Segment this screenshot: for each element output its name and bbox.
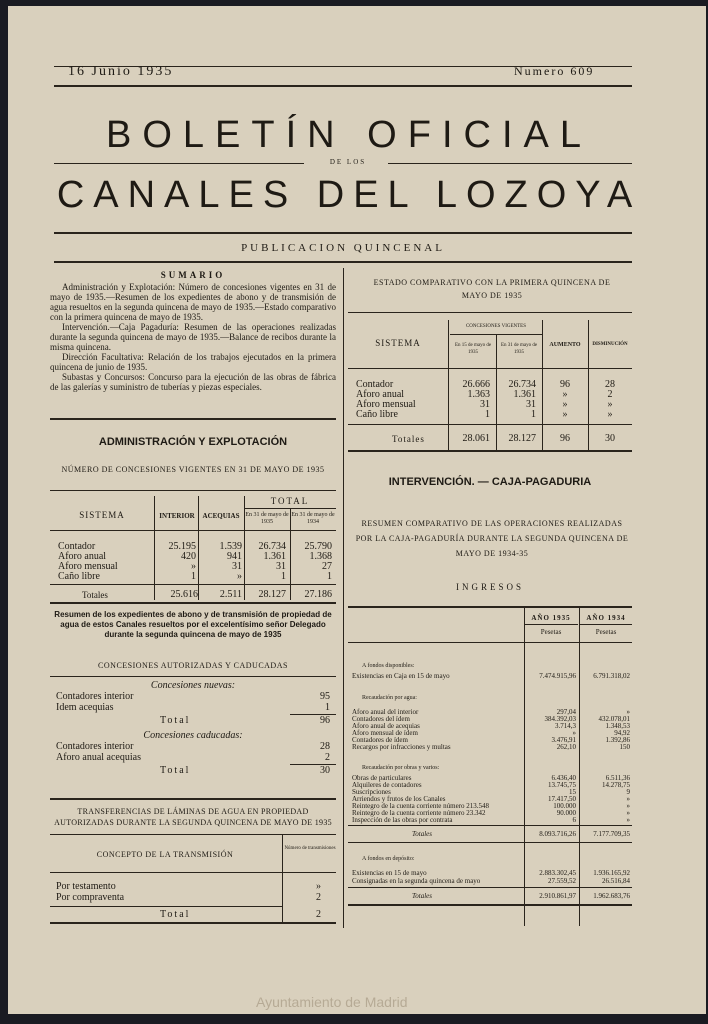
row-1935: 13.745,75 — [548, 781, 576, 789]
row-acequias: » — [237, 571, 242, 582]
watermark: Ayuntamiento de Madrid — [256, 994, 408, 1010]
row-label: Suscripciones — [352, 788, 391, 796]
estado-col-vigentes: CONCESIONES VIGENTES — [465, 324, 527, 329]
caducadas-label: Concesiones caducadas: — [143, 730, 243, 741]
row-total-1934: 25.790 — [304, 541, 332, 552]
row-interior: » — [191, 561, 196, 572]
row-acequias: 941 — [227, 551, 242, 562]
item-label: Idem acequias — [56, 702, 114, 713]
masthead-rule-right — [388, 163, 632, 164]
masthead-de-los: DE LOS — [329, 158, 367, 166]
autorizadas-title: CONCESIONES AUTORIZADAS Y CADUCADAS — [98, 661, 288, 670]
item-value: 2 — [316, 892, 321, 903]
transmisiones-total-value: 2 — [316, 909, 321, 920]
autorizadas-rule — [50, 676, 336, 677]
autorizadas-list — [50, 680, 336, 778]
resumen-expedientes-title: Resumen de los expedientes de abono y de transmisión de propiedad de agua de estos Canales resueltos por el excelentísimo señor Delegado durante la segunda quincena de mayo de 1935 — [54, 610, 332, 639]
col-acequias: ACEQUIAS — [202, 512, 240, 520]
row-label: Caño libre — [356, 409, 398, 420]
row-label: Reintegro de la cuenta corriente número 213.548 — [352, 802, 490, 810]
estado-totales-label: Totales — [392, 434, 425, 444]
row-interior: 420 — [181, 551, 196, 562]
existencias-caja-row — [352, 672, 632, 682]
admin-section-title: ADMINISTRACIÓN Y EXPLOTACIÓN — [98, 436, 288, 448]
fondos-deposito-heading: A fondos en depósito: — [362, 856, 415, 862]
table-row — [356, 410, 632, 420]
item-label: Por compraventa — [56, 892, 125, 903]
row-1934: » — [626, 795, 630, 803]
sumario-paragraph: Administración y Explotación: Número de concesiones vigentes en 31 de mayo de 1935.—Resumen de los expedientes de abono y de transmisión de agua resueltos en la segunda quincena de mayo de 1935.—Estado comparativo con la primera quincena de mayo de 1935. — [50, 282, 336, 322]
spacer — [352, 750, 632, 762]
totales-1934: 7.177.709,35 — [593, 830, 630, 838]
row-1935: 297,04 — [556, 708, 576, 716]
table-row — [352, 869, 632, 877]
nuevas-label: Concesiones nuevas: — [150, 680, 236, 691]
row-aumento: » — [562, 389, 568, 400]
list-item — [50, 753, 336, 764]
item-label: Contadores interior — [56, 691, 134, 702]
masthead-rule-left — [54, 163, 304, 164]
col-sistema: SISTEMA — [79, 510, 125, 520]
issue-date: 16 Junio 1935 — [68, 64, 174, 79]
row-1934: 26.516,84 — [602, 877, 630, 885]
concesiones-title: NÚMERO DE CONCESIONES VIGENTES EN 31 DE MAYO DE 1935 — [61, 465, 325, 474]
row-1935: 7.474.915,96 — [539, 672, 576, 680]
row-total-1935: 26.734 — [258, 541, 286, 552]
autorizadas-bottom-rule — [50, 798, 336, 800]
estado-col-dism: DISMINUCIÓN — [592, 342, 628, 347]
estado-totales-15: 28.061 — [462, 433, 490, 444]
row-label: Arriendos y frutos de los Canales — [352, 795, 446, 803]
concesiones-rows — [58, 542, 336, 582]
totales-1934: 27.186 — [304, 589, 332, 600]
row-disminucion: 2 — [607, 389, 613, 400]
totales-row-1 — [352, 830, 632, 840]
sumario-paragraph: Dirección Facultativa: Relación de los trabajos ejecutados en la primera quincena de junio de 1935. — [50, 352, 336, 372]
row-1935: 17.417,50 — [548, 795, 576, 803]
pesetas-1935: Pesetas — [540, 628, 562, 636]
totales-label: Totales — [412, 892, 432, 900]
row-acequias: 1.539 — [219, 541, 242, 552]
totales-1935: 2.910.861,97 — [539, 892, 576, 900]
row-label: Reintegro de la cuenta corriente número 23.342 — [352, 809, 486, 817]
row-total-1934: 1.368 — [309, 551, 332, 562]
col-ano-1934: AÑO 1934 — [586, 614, 626, 622]
row-1935: 2.883.302,45 — [539, 869, 576, 877]
row-1935: 27.559,52 — [548, 877, 576, 885]
totales-acequias: 2.511 — [219, 589, 242, 600]
intervencion-title: INTERVENCIÓN. — CAJA-PAGADURIA — [388, 476, 592, 488]
totales-interior: 25.616 — [170, 589, 198, 600]
row-total-1934: 1 — [327, 571, 332, 582]
row-1934: » — [626, 708, 630, 716]
row-1934: 1.392,86 — [605, 736, 630, 744]
caducadas-total-value: 30 — [320, 765, 330, 776]
sumario-title: SUMARIO — [160, 270, 226, 280]
row-1935: 384.392,03 — [544, 715, 576, 723]
col-31mayo: En 31 de mayo de 1935 — [245, 512, 289, 525]
table-bottom-rule — [348, 904, 632, 906]
transmisiones-table — [50, 834, 336, 928]
row-label: Caño libre — [58, 571, 100, 582]
row-label: Aforo mensual — [356, 399, 416, 410]
table-row — [352, 743, 632, 750]
sumario-paragraph: Intervención.—Caja Pagaduría: Resumen de las operaciones realizadas durante la segunda quincena de mayo de 1935.—Balance de recibos durante la misma quincena. — [50, 322, 336, 352]
sumario-section — [50, 270, 336, 392]
totales-label: Totales — [82, 590, 108, 600]
table-row — [352, 781, 632, 788]
estado-totales-dis: 30 — [605, 433, 615, 444]
row-label: Contador — [356, 379, 394, 390]
row-31-mayo: 1.361 — [513, 389, 536, 400]
totales-label: Totales — [412, 830, 432, 838]
item-label: Aforo anual acequias — [56, 752, 141, 763]
col-total: TOTAL — [270, 496, 310, 506]
row-label: Inspección de las obras por contrata — [352, 816, 453, 824]
row-1935: 6.436,40 — [551, 774, 576, 782]
estado-col-15: En 15 de mayo de 1935 — [454, 343, 492, 355]
transferencias-title: TRANSFERENCIAS DE LÁMINAS DE AGUA EN PROPIEDAD AUTORIZADAS DURANTE LA SEGUNDA QUINCENA DE MAYO DE 1935 — [54, 807, 332, 827]
fondos-disponibles-heading: A fondos disponibles: — [362, 663, 415, 669]
row-1934: » — [626, 802, 630, 810]
row-1935: 3.714,3 — [555, 722, 576, 730]
row-total-1934: 27 — [322, 561, 332, 572]
row-15-mayo: 1 — [485, 409, 490, 420]
row-1934: 432.078,01 — [598, 715, 630, 723]
row-label: Recargos por infracciones y multas — [352, 743, 451, 751]
subtitle-rule — [54, 261, 632, 263]
row-1934: 6.791.318,02 — [593, 672, 630, 680]
transmisiones-total-label: Total — [160, 909, 191, 920]
row-label: Existencias en 15 de mayo — [352, 869, 427, 877]
row-1935: 262,10 — [556, 743, 576, 751]
estado-col-31: En 31 de mayo de 1935 — [500, 343, 538, 355]
row-label: Contadores del ídem — [352, 715, 410, 723]
col-concepto: CONCEPTO DE LA TRANSMISIÓN — [96, 850, 234, 859]
row-acequias: 31 — [232, 561, 242, 572]
table-row — [352, 809, 632, 816]
row-15-mayo: 31 — [480, 399, 490, 410]
pesetas-1934: Pesetas — [595, 628, 617, 636]
table-row — [352, 715, 632, 722]
table-row — [58, 572, 336, 582]
ingresos-table — [348, 606, 632, 926]
estado-col-sistema: SISTEMA — [375, 338, 421, 348]
estado-table — [348, 312, 632, 450]
table-row — [352, 802, 632, 809]
recaudacion-agua-heading: Recaudación por agua: — [362, 695, 417, 701]
table-row — [352, 774, 632, 781]
item-value: » — [316, 881, 321, 892]
table-row — [352, 816, 632, 823]
estado-col-aumento: AUMENTO — [549, 342, 581, 348]
ingresos-title: INGRESOS — [455, 582, 524, 592]
item-value: 95 — [320, 691, 330, 702]
divider — [348, 887, 632, 888]
col-interior: INTERIOR — [159, 512, 195, 520]
col-numero: Número de transmisiones — [284, 846, 336, 851]
spacer — [352, 682, 632, 692]
list-item — [50, 703, 336, 714]
row-disminucion: » — [607, 399, 613, 410]
table-row — [352, 795, 632, 802]
row-label: Consignadas en la segunda quincena de mayo — [352, 877, 481, 885]
table-row — [352, 722, 632, 729]
table-row — [352, 736, 632, 743]
row-interior: 25.195 — [168, 541, 196, 552]
row-label: Alquileres de contadores — [352, 781, 422, 789]
row-interior: 1 — [191, 571, 196, 582]
item-value: 2 — [325, 752, 330, 763]
row-label: Existencias en Caja en 15 de mayo — [352, 672, 450, 680]
row-1934: 1.936.165,92 — [593, 869, 630, 877]
row-aumento: » — [562, 399, 568, 410]
row-1934: 9 — [626, 788, 630, 796]
totales-row-2 — [352, 892, 632, 902]
masthead-rule-bottom — [54, 232, 632, 234]
row-total-1935: 1 — [281, 571, 286, 582]
row-label: Contador — [58, 541, 96, 552]
totales-1935: 8.093.716,26 — [539, 830, 576, 838]
row-aumento: » — [562, 409, 568, 420]
row-1935: » — [572, 729, 576, 737]
item-label: Por testamento — [56, 881, 116, 892]
caducadas-total-label: Total — [160, 765, 191, 776]
row-disminucion: » — [607, 409, 613, 420]
row-1934: » — [626, 809, 630, 817]
totales-1935: 28.127 — [258, 589, 286, 600]
item-label: Contadores interior — [56, 741, 134, 752]
row-1934: » — [626, 816, 630, 824]
nuevas-total-value: 96 — [320, 715, 330, 726]
row-disminucion: 28 — [605, 379, 615, 390]
table-row — [352, 877, 632, 885]
sumario-rule — [50, 418, 336, 420]
row-1934: 6.511,36 — [605, 774, 630, 782]
row-label: Aforo anual — [356, 389, 405, 400]
estado-title: ESTADO COMPARATIVO CON LA PRIMERA QUINCENA DE MAYO DE 1935 — [373, 278, 611, 300]
masthead-title-2: CANALES DEL LOZOYA — [56, 174, 642, 216]
row-1935: 6 — [572, 816, 576, 824]
row-label: Aforo mensual — [58, 561, 118, 572]
masthead-title-1: BOLETÍN OFICIAL — [106, 114, 592, 156]
row-aumento: 96 — [560, 379, 570, 390]
row-15-mayo: 26.666 — [462, 379, 490, 390]
row-1935: 3.476,91 — [551, 736, 576, 744]
divider — [348, 825, 632, 826]
estado-totales-aum: 96 — [560, 433, 570, 444]
row-label: Aforo anual del interior — [352, 708, 419, 716]
row-1935: 90.000 — [556, 809, 576, 817]
row-1934: 14.278,75 — [602, 781, 630, 789]
divider — [348, 842, 632, 843]
publication-frequency: PUBLICACION QUINCENAL — [241, 242, 445, 254]
row-label: Contadores de ídem — [352, 736, 408, 744]
item-value: 1 — [325, 702, 330, 713]
table-row — [352, 729, 632, 736]
newspaper-page — [8, 6, 706, 1014]
row-31-mayo: 1 — [531, 409, 536, 420]
table-row — [352, 788, 632, 795]
row-31-mayo: 26.734 — [508, 379, 536, 390]
row-15-mayo: 1.363 — [467, 389, 490, 400]
row-label: Aforo anual de acequias — [352, 722, 420, 730]
row-1934: 94,92 — [614, 729, 630, 737]
col-1934: En 31 de mayo de 1934 — [291, 512, 335, 525]
row-label: Obras de particulares — [352, 774, 412, 782]
row-label: Aforo mensual de ídem — [352, 729, 418, 737]
item-value: 28 — [320, 741, 330, 752]
table-row — [352, 708, 632, 715]
issue-number: Numero 609 — [514, 64, 595, 78]
recaudacion-obras-heading: Recaudación por obras y varios: — [362, 765, 440, 771]
header-rule — [54, 85, 632, 87]
row-31-mayo: 31 — [526, 399, 536, 410]
row-label: Aforo anual — [58, 551, 107, 562]
intervencion-resumen: RESUMEN COMPARATIVO DE LAS OPERACIONES REALIZADAS POR LA CAJA-PAGADURÍA DURANTE LA SEGUNDA QUINCENA DE MAYO DE 1934-35 — [355, 519, 629, 558]
row-total-1935: 31 — [276, 561, 286, 572]
list-item — [56, 893, 336, 904]
row-1934: 1.348,53 — [605, 722, 630, 730]
nuevas-total-label: Total — [160, 715, 191, 726]
row-total-1935: 1.361 — [263, 551, 286, 562]
totales-1934: 1.962.683,76 — [593, 892, 630, 900]
column-divider — [343, 268, 344, 928]
sumario-paragraph: Subastas y Concursos: Concurso para la ejecución de las obras de fábrica de las galerías y suministro de tuberías y piezas especiales. — [50, 372, 336, 392]
row-1934: 150 — [619, 743, 630, 751]
row-1935: 15 — [569, 788, 576, 796]
row-1935: 100.000 — [553, 802, 576, 810]
estado-totales-31: 28.127 — [508, 433, 536, 444]
col-ano-1935: AÑO 1935 — [531, 614, 571, 622]
